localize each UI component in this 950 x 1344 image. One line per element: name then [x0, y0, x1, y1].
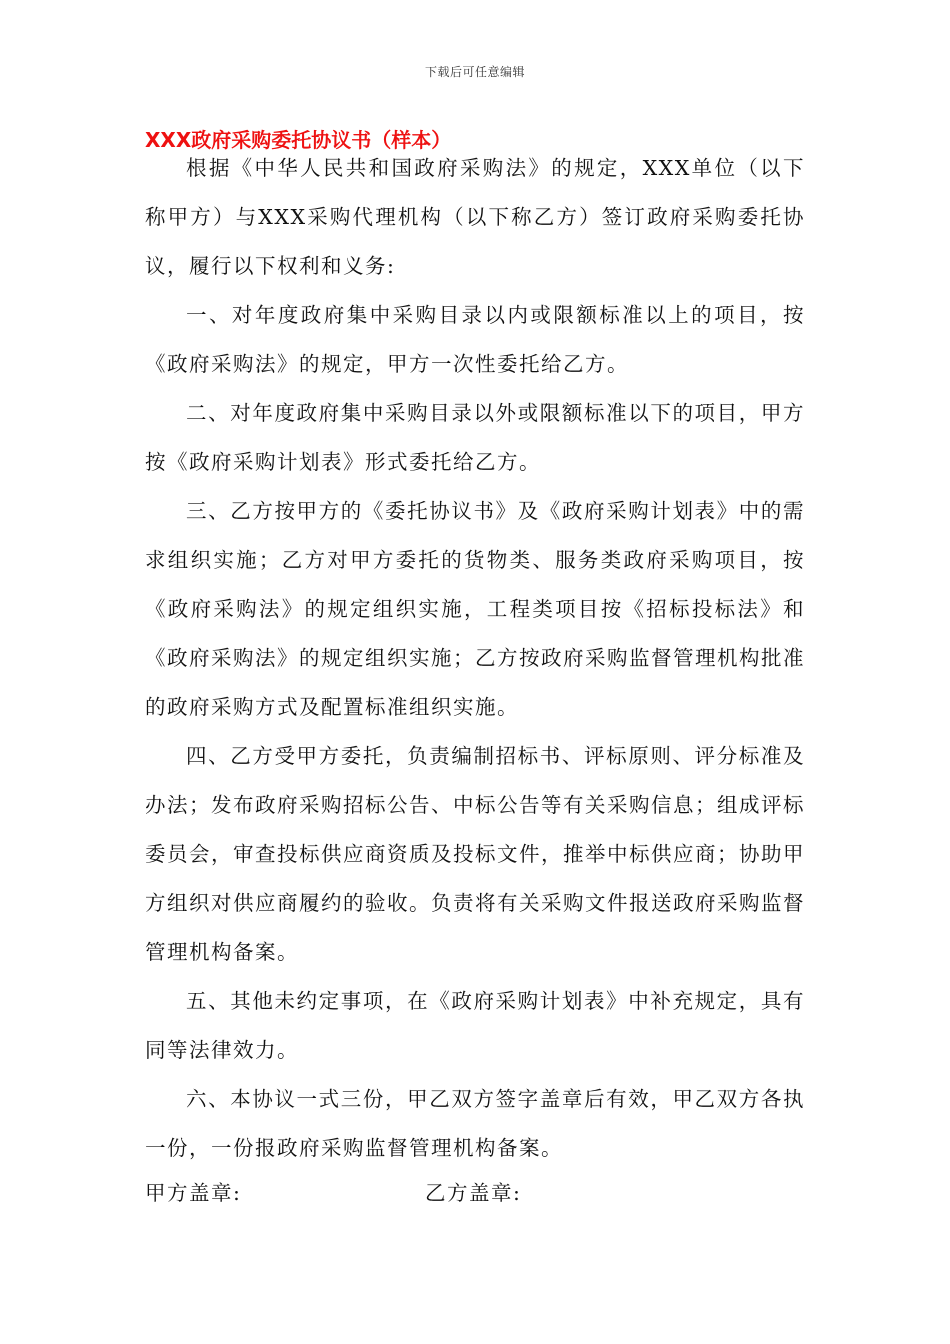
intro-paragraph: 根据《中华人民共和国政府采购法》的规定，XXX单位（以下称甲方）与XXX采购代理机构（以下称乙方）签订政府采购委托协议，履行以下权利和义务:	[145, 156, 805, 278]
document-title: XXX政府采购委托协议书（样本）	[145, 128, 452, 152]
clause-1-paragraph: 一、对年度政府集中采购目录以内或限额标准以上的项目，按《政府采购法》的规定，甲方一次性委托给乙方。	[145, 303, 805, 376]
download-note: 下载后可任意编辑	[424, 65, 525, 79]
clause-5-paragraph: 五、其他未约定事项，在《政府采购计划表》中补充规定，具有同等法律效力。	[145, 989, 805, 1062]
signature-row	[145, 1170, 805, 1210]
clause-6-paragraph: 六、本协议一式三份，甲乙双方签字盖章后有效，甲乙双方各执一份，一份报政府采购监督管理机构备案。	[145, 1087, 805, 1160]
party-b-seal-label: 乙方盖章:	[425, 1181, 522, 1205]
clause-4-paragraph: 四、乙方受甲方委托，负责编制招标书、评标原则、评分标准及办法；发布政府采购招标公告、中标公告等有关采购信息；组成评标委员会，审查投标供应商资质及投标文件，推举中标供应商；协助甲方组织对供应商履约的验收。负责将有关采购文件报送政府采购监督管理机构备案。	[145, 744, 805, 964]
party-a-seal-label: 甲方盖章:	[145, 1181, 242, 1205]
document-body	[145, 144, 805, 1173]
clause-3-paragraph: 三、乙方按甲方的《委托协议书》及《政府采购计划表》中的需求组织实施；乙方对甲方委托的货物类、服务类政府采购项目，按《政府采购法》的规定组织实施，工程类项目按《招标投标法》和《政府采购法》的规定组织实施；乙方按政府采购监督管理机构批准的政府采购方式及配置标准组织实施。	[145, 499, 805, 719]
clause-2-paragraph: 二、对年度政府集中采购目录以外或限额标准以下的项目，甲方按《政府采购计划表》形式委托给乙方。	[145, 401, 805, 474]
